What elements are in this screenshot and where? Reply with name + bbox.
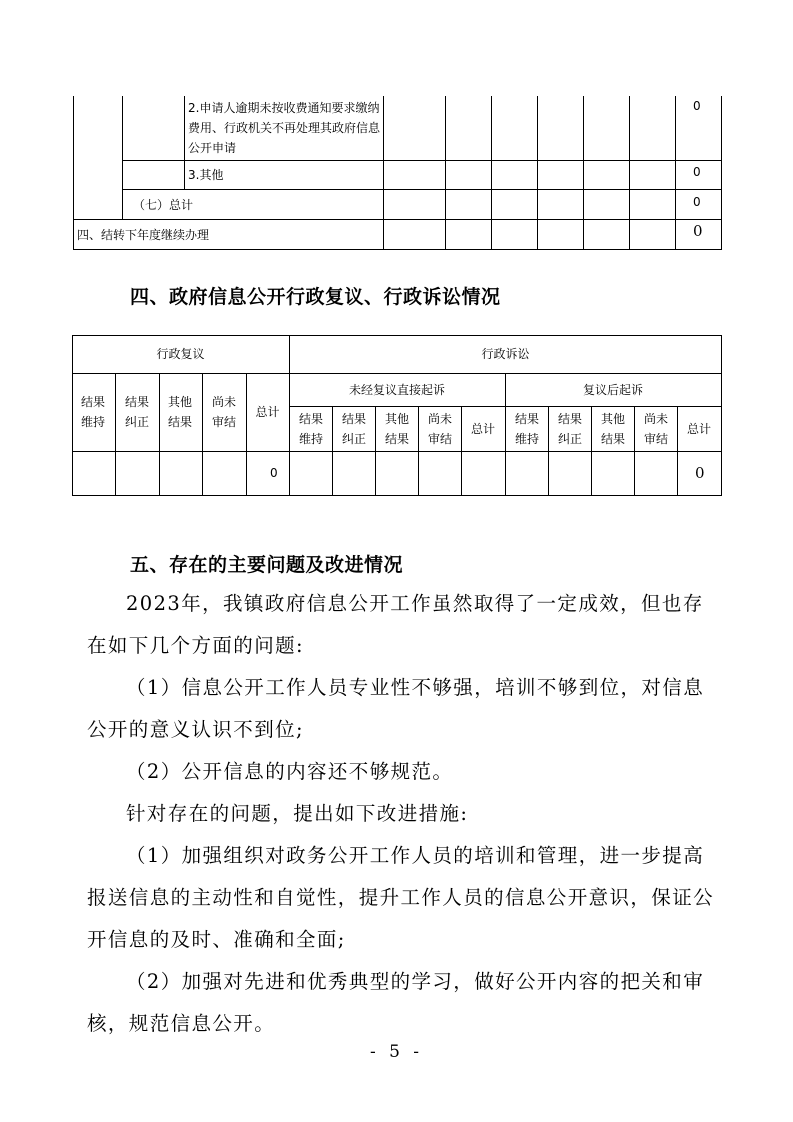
review-total-value: 0 xyxy=(270,466,278,480)
after-col-corrected: 结果纠正 xyxy=(557,412,582,446)
section5-heading: 五、存在的主要问题及改进情况 xyxy=(130,554,404,576)
direct-col-upheld: 结果维持 xyxy=(298,412,323,446)
paragraph-intro: 2023年，我镇政府信息公开工作虽然取得了一定成效，但也存在如下几个方面的问题: xyxy=(87,592,704,657)
after-col-upheld: 结果维持 xyxy=(514,412,539,446)
row-overdue-fee-label: 2.申请人逾期未按收费通知要求缴纳费用、行政机关不再处理其政府信息公开申请 xyxy=(188,101,381,155)
review-col-upheld: 结果维持 xyxy=(80,395,105,429)
direct-col-other: 其他结果 xyxy=(384,412,409,446)
row-carryover-value: 0 xyxy=(693,222,703,240)
after-col-pending: 尚未审结 xyxy=(643,412,668,446)
review-col-corrected: 结果纠正 xyxy=(124,395,149,429)
direct-suit-header: 未经复议直接起诉 xyxy=(348,383,445,397)
litigation-header: 行政诉讼 xyxy=(481,347,530,361)
row-carryover-label: 四、结转下年度继续办理 xyxy=(77,228,210,242)
direct-col-total: 总计 xyxy=(470,422,495,436)
paragraph-measure-2: （2）加强对先进和优秀典型的学习，做好公开内容的把关和审核，规范信息公开。 xyxy=(87,970,705,1035)
paragraph-problem-1: （1）信息公开工作人员专业性不够强，培训不够到位，对信息公开的意义认识不到位; xyxy=(87,676,705,741)
row-other-label: 3.其他 xyxy=(188,168,224,182)
review-col-pending: 尚未审结 xyxy=(211,395,236,429)
after-review-suit-header: 复议后起诉 xyxy=(582,383,643,397)
page-number: - 5 - xyxy=(369,1042,424,1062)
direct-col-pending: 尚未审结 xyxy=(427,412,452,446)
direct-col-corrected: 结果纠正 xyxy=(341,412,366,446)
review-col-other: 其他结果 xyxy=(167,395,192,429)
paragraph-measures-intro: 针对存在的问题，提出如下改进措施: xyxy=(126,802,469,825)
review-header: 行政复议 xyxy=(156,347,205,361)
row-overdue-fee-value: 0 xyxy=(693,99,701,113)
paragraph-problem-2: （2）公开信息的内容还不够规范。 xyxy=(126,760,454,783)
row-total-value: 0 xyxy=(693,195,701,209)
review-col-total: 总计 xyxy=(255,405,280,419)
paragraph-measure-1: （1）加强组织对政务公开工作人员的培训和管理，进一步提高报送信息的主动性和自觉性，提升工作人员的信息公开意识，保证公开信息的及时、准确和全面; xyxy=(87,844,715,951)
section4-heading: 四、政府信息公开行政复议、行政诉讼情况 xyxy=(130,286,501,308)
after-col-other: 其他结果 xyxy=(600,412,625,446)
row-total-label: （七）总计 xyxy=(133,198,194,212)
litigation-total-value: 0 xyxy=(695,464,705,482)
after-col-total: 总计 xyxy=(686,422,711,436)
row-other-value: 0 xyxy=(693,165,701,179)
